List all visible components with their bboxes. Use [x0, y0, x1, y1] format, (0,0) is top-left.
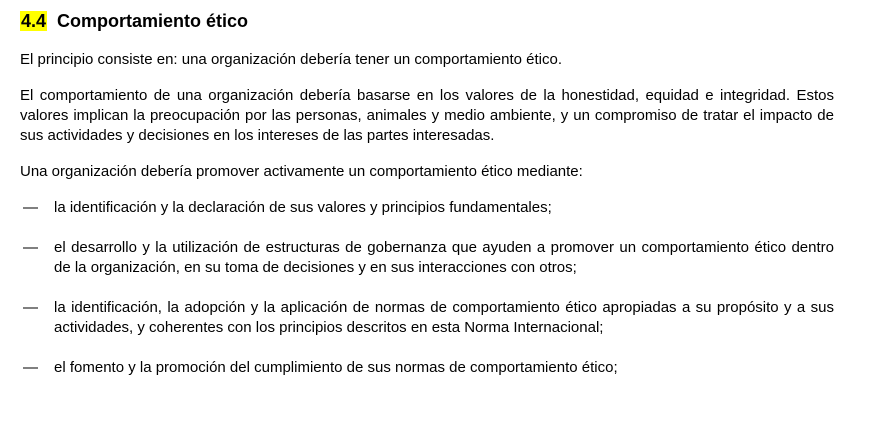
list-dash: —: [23, 359, 38, 376]
list-item: [20, 298, 834, 338]
list-item: [20, 238, 834, 278]
document-page: [20, 8, 834, 378]
list-item-text: el fomento y la promoción del cumplimiento de sus normas de comportamiento ético;: [54, 359, 618, 376]
section-title: Comportamiento ético: [57, 11, 249, 31]
paragraph-principle: El principio consiste en: una organización debería tener un comportamiento ético.: [20, 51, 562, 68]
list-item: [20, 358, 834, 378]
list-item-text: la identificación y la declaración de sus valores y principios fundamentales;: [54, 199, 552, 216]
list-dash: —: [23, 199, 38, 216]
list-item-text: el desarrollo y la utilización de estructuras de gobernanza que ayuden a promover un comportamiento ético dentro de la organización, en su toma de decisiones y en sus interacciones con otros;: [54, 239, 834, 276]
list-dash: —: [23, 239, 38, 256]
section-number: 4.4: [21, 11, 47, 31]
list-item: [20, 198, 834, 218]
list-dash: —: [23, 299, 38, 316]
paragraph-intro-list: Una organización debería promover activamente un comportamiento ético mediante:: [20, 163, 583, 180]
paragraph-behavior: El comportamiento de una organización debería basarse en los valores de la honestidad, equidad e integridad. Estos valores implican la preocupación por las personas, animales y medio ambiente, y un compromiso de tratar el impacto de sus actividades y decisiones en los intereses de las partes interesadas.: [20, 87, 834, 144]
section-heading: [20, 8, 834, 34]
list-item-text: la identificación, la adopción y la aplicación de normas de comportamiento ético apropiadas a su propósito y a sus actividades, y coherentes con los principios descritos en esta Norma Internacional;: [54, 299, 834, 336]
